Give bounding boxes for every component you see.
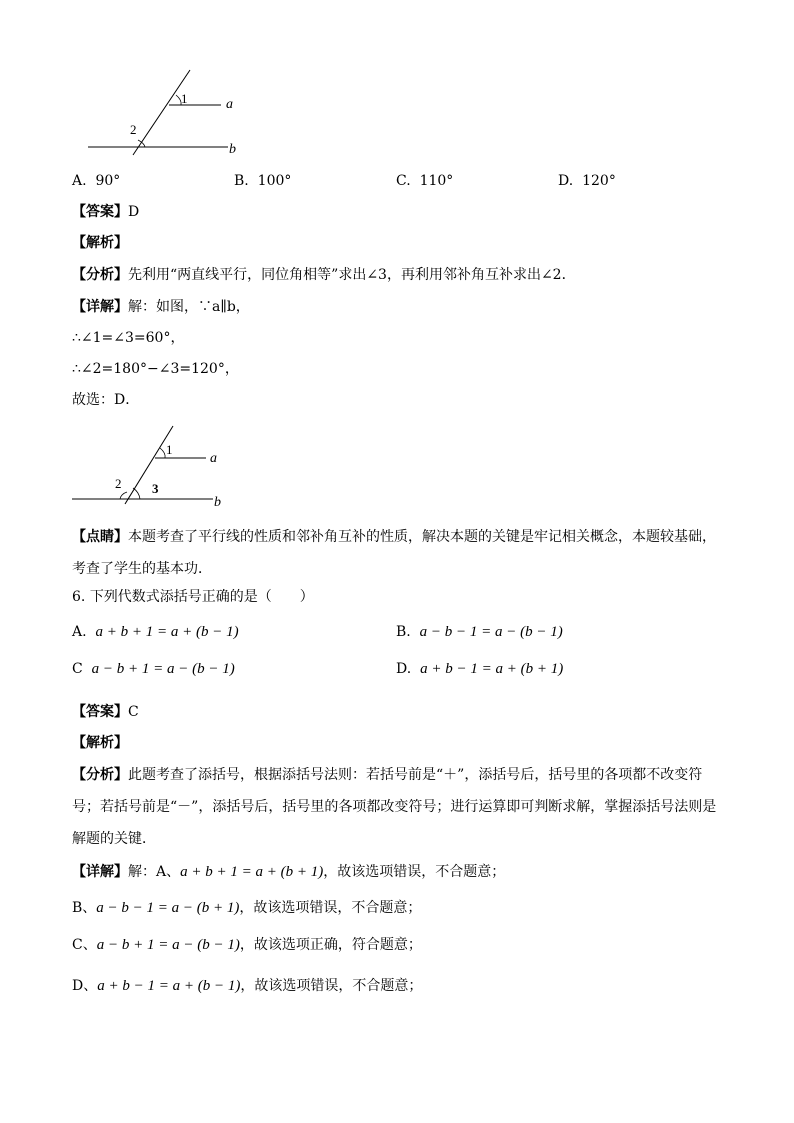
angle-1-arc <box>160 448 165 458</box>
detail-text: 解：如图，∵a∥b， <box>128 299 250 315</box>
detail-expression: a + b − 1 = a + (b − 1) <box>97 978 241 994</box>
detail-suffix: ，故该选项正确，符合题意； <box>239 937 422 953</box>
analysis-tag: 【解析】 <box>72 735 128 751</box>
option-c <box>396 171 453 191</box>
option-d <box>558 171 616 191</box>
option-expression: a + b + 1 = a + (b − 1) <box>95 624 239 640</box>
detail-suffix: ，故该选项错误，不合题意； <box>239 900 422 916</box>
q5-step-1: ∴∠1=∠3=60°， <box>72 330 185 346</box>
angle-2-label: 2 <box>130 122 137 137</box>
option-value: 100° <box>257 173 292 189</box>
option-expression: a − b + 1 = a − (b − 1) <box>91 661 235 677</box>
option-value: 110° <box>419 173 454 189</box>
line-a-label: a <box>226 97 233 112</box>
option-letter: A. <box>72 173 87 189</box>
detail-suffix: ，故该选项错误，不合题意； <box>240 978 423 994</box>
fenxi-text: 此题考查了添括号，根据添括号法则：若括号前是“＋”，添括号后，括号里的各项都不改变符号；若括号前是“－”，添括号后，括号里的各项都改变符号；进行运算即可判断求解，掌握添括号法则是解题的关键． <box>72 767 717 847</box>
q6-answer <box>72 702 139 722</box>
answer-value: C <box>128 704 139 720</box>
q5-answer <box>72 202 139 222</box>
detail-tag: 【详解】 <box>72 864 128 880</box>
q6-detail-a <box>72 862 505 882</box>
comment-text: 本题考查了平行线的性质和邻补角互补的性质，解决本题的关键是牢记相关概念，本题较基础，考查了学生的基本功． <box>72 529 716 577</box>
option-letter: C. <box>396 173 411 189</box>
q5-detail <box>72 297 250 317</box>
question-number: 6. <box>72 589 86 605</box>
angle-1-label: 1 <box>181 91 188 106</box>
q5-step-2: ∴∠2=180°−∠3=120°， <box>72 361 239 377</box>
q6-option-d <box>396 659 563 679</box>
option-letter: B. <box>234 173 249 189</box>
angle-2-label: 2 <box>115 476 122 491</box>
answer-tag: 【答案】 <box>72 204 128 220</box>
detail-tag: 【详解】 <box>72 299 128 315</box>
detail-prefix: 解：A、 <box>128 864 181 880</box>
answer-value: D <box>128 204 140 220</box>
line-b-label: b <box>229 142 236 157</box>
comment-tag: 【点睛】 <box>72 529 128 545</box>
question-stem: 下列代数式添括号正确的是（ ） <box>89 589 314 605</box>
q6-analysis-heading <box>72 733 128 753</box>
option-expression: a + b − 1 = a + (b + 1) <box>420 661 564 677</box>
q5-analysis-heading <box>72 233 128 253</box>
fenxi-tag: 【分析】 <box>72 767 128 783</box>
q6-fenxi <box>72 759 722 855</box>
detail-suffix: ，故该选项错误，不合题意； <box>323 864 506 880</box>
detail-expression: a + b + 1 = a + (b + 1) <box>180 864 324 880</box>
q6-detail-c <box>72 935 422 955</box>
detail-prefix: D、 <box>72 978 98 994</box>
detail-prefix: B、 <box>72 900 97 916</box>
transversal <box>125 426 173 504</box>
figure-parallel-lines-2 <box>0 420 794 520</box>
q5-comment <box>72 521 722 585</box>
q5-fenxi <box>72 265 576 285</box>
line-a-label: a <box>210 451 217 466</box>
option-expression: a − b − 1 = a − (b − 1) <box>419 624 563 640</box>
q5-step-3: 故选：D． <box>72 392 140 408</box>
option-letter: A. <box>72 624 87 640</box>
angle-3-label: 3 <box>152 481 159 496</box>
answer-tag: 【答案】 <box>72 704 128 720</box>
detail-expression: a − b + 1 = a − (b − 1) <box>96 937 240 953</box>
option-value: 120° <box>582 173 616 189</box>
angle-1-label: 1 <box>166 442 173 457</box>
option-letter: D. <box>558 173 574 189</box>
fenxi-tag: 【分析】 <box>72 267 128 283</box>
option-value: 90° <box>95 173 121 189</box>
option-a <box>72 171 120 191</box>
q6-stem <box>72 587 314 607</box>
q6-option-a <box>72 622 239 642</box>
fenxi-text: 先利用“两直线平行，同位角相等”求出∠3，再利用邻补角互补求出∠2． <box>128 267 576 283</box>
detail-expression: a − b − 1 = a − (b + 1) <box>96 900 240 916</box>
option-letter: C <box>72 661 83 677</box>
option-letter: D. <box>396 661 412 677</box>
q6-option-b <box>396 622 563 642</box>
q6-detail-d <box>72 976 422 996</box>
q6-option-c <box>72 659 235 679</box>
option-letter: B. <box>396 624 411 640</box>
option-b <box>234 171 291 191</box>
angle-2-arc <box>120 492 127 499</box>
analysis-tag: 【解析】 <box>72 235 128 251</box>
q6-detail-b <box>72 898 421 918</box>
line-b-label: b <box>214 495 221 510</box>
detail-prefix: C、 <box>72 937 97 953</box>
